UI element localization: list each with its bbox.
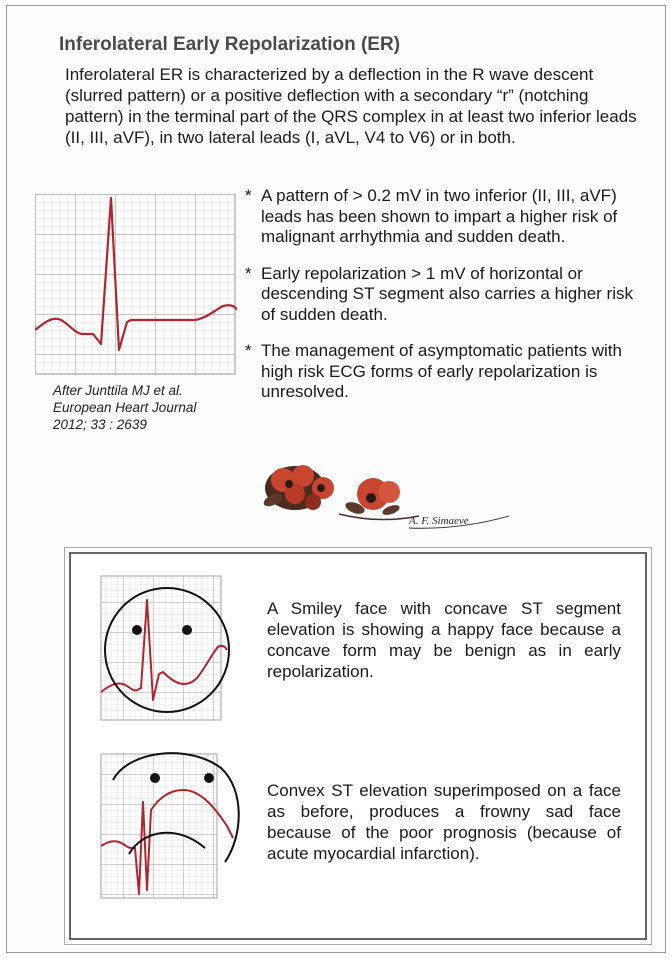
frowny-face-ecg-image (93, 744, 253, 904)
infographic-page (6, 5, 666, 953)
bullet-star: * (245, 341, 252, 360)
bullet-item (245, 264, 650, 326)
frowny-description: Convex ST elevation superimposed on a face as before, produces a frowny sad face because of the poor prognosis (because of acute myocardial infarction). (267, 781, 621, 863)
bullet-star: * (245, 263, 252, 283)
eye (182, 625, 192, 635)
eye (132, 625, 142, 635)
ecg-strip-image (35, 194, 237, 376)
bullet-item (245, 341, 650, 403)
page-title: Inferolateral Early Repolarization (ER) (59, 34, 401, 55)
smiley-face-ecg-image (93, 572, 243, 724)
citation-line-3: 2012; 33 : 2639 (53, 417, 147, 432)
face-comparison-box (69, 552, 647, 940)
bullet-text: The management of asymptomatic patients with high risk ECG forms of early repolarization is unresolved. (261, 341, 622, 401)
intro-paragraph: Inferolateral ER is characterized by a deflection in the R wave descent (slurred pattern) or a positive deflection with a secondary “r” (notching pattern) in the terminal part of the QRS complex in at least two inferior leads (II, III, aVF), in two lateral leads (I, aVL, V4 to V6) or in both. (65, 65, 637, 147)
flower-icon (262, 465, 334, 510)
citation-line-1: After Junttila MJ et al. (53, 383, 183, 398)
eye (204, 773, 214, 783)
bullet-star: * (245, 186, 252, 205)
bullet-text: Early repolarization > 1 mV of horizontal or descending ST segment also carries a higher risk of sudden death. (261, 263, 633, 324)
bullet-item (245, 186, 650, 248)
flower-signature-image (259, 454, 519, 536)
bullet-list (245, 186, 650, 419)
smiley-description: A Smiley face with concave ST segment elevation is showing a happy face because a concave form may be benign as in early repolarization. (267, 599, 621, 681)
signature-text: A. F. Simaeve (409, 515, 469, 527)
citation (53, 382, 243, 433)
eye (150, 773, 160, 783)
citation-line-2: European Heart Journal (53, 400, 197, 415)
flower-icon (344, 478, 401, 517)
bullet-text: A pattern of > 0.2 mV in two inferior (II, III, aVF) leads has been shown to impart a higher risk of malignant arrhythmia and sudden death. (261, 186, 618, 246)
